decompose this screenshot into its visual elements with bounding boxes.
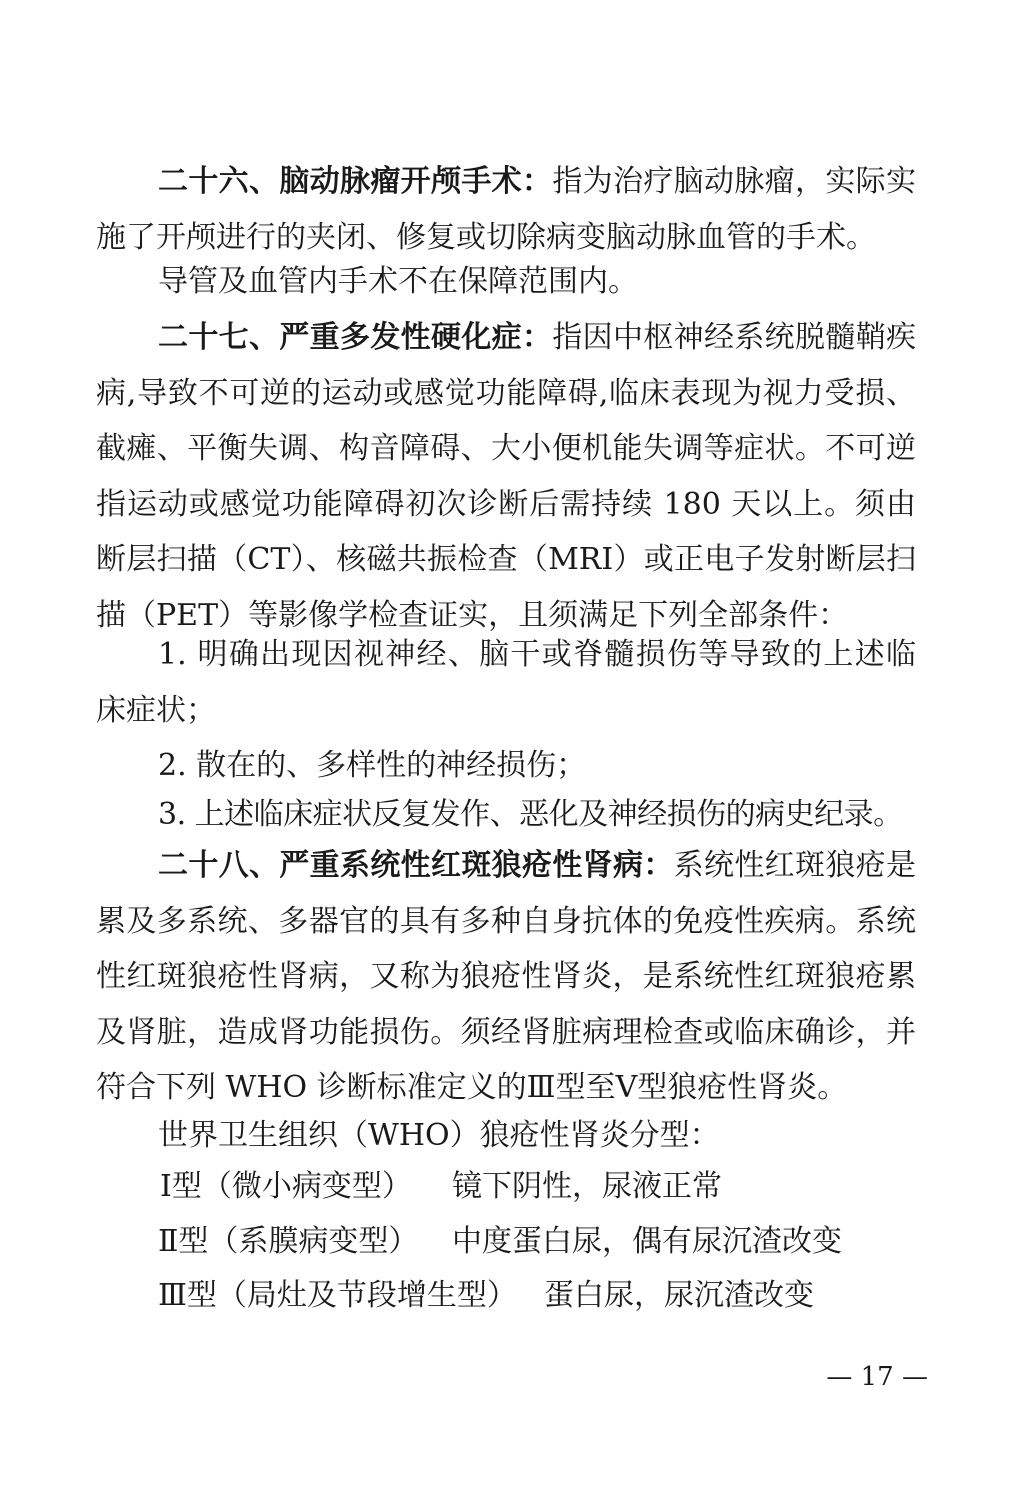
lupus-type-name: Ⅱ型（系膜病变型）	[158, 1224, 419, 1259]
section-27-heading: 二十七、严重多发性硬化症：	[158, 320, 553, 355]
lupus-type-name: Ⅰ型（微小病变型）	[160, 1169, 412, 1204]
section-28-paragraph	[96, 838, 916, 1116]
section-27-item-1: 1. 明确出现因视神经、脑干或脊髓损伤等导致的上述临床症状；	[96, 637, 916, 728]
lupus-type-name: Ⅲ型（局灶及节段增生型）	[158, 1278, 517, 1313]
lupus-type-row	[158, 1214, 842, 1270]
section-27-body: 指因中枢神经系统脱髓鞘疾病,导致不可逆的运动或感觉功能障碍,临床表现为视力受损、截瘫、平衡失调、构音障碍、大小便机能失调等症状。不可逆指运动或感觉功能障碍初次诊断后需持续 180 天以上。须由断层扫描（CT）、核磁共振检查（MRI）或正电子发射断层扫描（PET）等影像学检查证实，且须满足下列全部条件：	[96, 320, 917, 633]
lupus-type-desc: 镜下阴性，尿液正常	[452, 1169, 722, 1204]
who-classification-title: 世界卫生组织（WHO）狼疮性肾炎分型：	[158, 1118, 720, 1153]
section-26-note: 导管及血管内手术不在保障范围内。	[158, 264, 638, 299]
section-28-body: 系统性红斑狼疮是累及多系统、多器官的具有多种自身抗体的免疫性疾病。系统性红斑狼疮性肾病，又称为狼疮性肾炎，是系统性红斑狼疮累及肾脏，造成肾功能损伤。须经肾脏病理检查或临床确诊，并符合下列 WHO 诊断标准定义的Ⅲ型至Ⅴ型狼疮性肾炎。	[96, 848, 917, 1106]
section-27-item-3: 3. 上述临床症状反复发作、恶化及神经损伤的病史纪录。	[158, 797, 903, 832]
section-26-body: 指为治疗脑动脉瘤，实际实施了开颅进行的夹闭、修复或切除病变脑动脉血管的手术。	[96, 164, 917, 255]
page-number: — 17 —	[826, 1362, 928, 1392]
section-28-heading: 二十八、严重系统性红斑狼疮性肾病：	[158, 848, 674, 883]
section-27-item-2: 2. 散在的、多样性的神经损伤；	[158, 748, 587, 783]
lupus-type-desc: 蛋白尿，尿沉渣改变	[544, 1278, 814, 1313]
lupus-type-row	[160, 1159, 722, 1215]
lupus-type-row	[158, 1268, 814, 1324]
section-27-paragraph	[96, 310, 916, 644]
section-26-paragraph	[96, 154, 916, 265]
lupus-type-desc: 中度蛋白尿，偶有尿沉渣改变	[452, 1224, 842, 1259]
section-26-heading: 二十六、脑动脉瘤开颅手术：	[158, 164, 553, 199]
